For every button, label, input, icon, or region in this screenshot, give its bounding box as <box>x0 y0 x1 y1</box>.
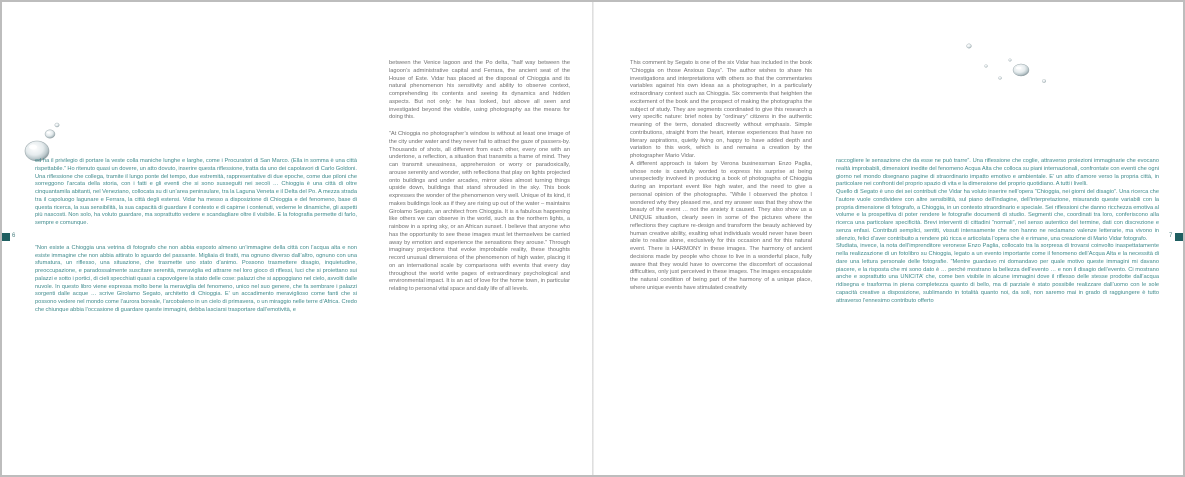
left-column-1 <box>35 158 357 315</box>
page-tab-right <box>1175 233 1183 241</box>
page-tab-left <box>2 233 10 241</box>
paragraph: raccogliere le sensazione che da esse ne può trarre”. Una riflessione che coglie, attraverso proiezioni immaginarie che evocano realtà improbabili, dimensioni inedite del fenomeno Acqua Alta che colloca su piani internazionali, confrontate con eventi che ogni giorno nel mondo disegnano pagine di straordinario impatto emotivo e ambientale. E’ un atto d’amore verso la propria città, in particolare nei confronti del proprio spazio di vita e la dimensione del proprio quotidiano. A tutti i livelli. <box>836 158 1159 188</box>
paragraph: Quello di Segato è uno dei sei contributi che Vidar ha voluto inserire nell’opera “Chioggia, nei giorni del disagio”. Una ricerca che l’autore vuole condividere con altre sensibilità, sul piano dell’indagine, dell’interpretazione, misurando queste variabili con la propria dimensione di fotografo, a Chioggia, in un contesto straordinario e speciale. Sei riflessioni che danno ricchezza emotiva al volume e la prospettiva di poter rendere le fotografie documenti di studio. Segmenti che, coordinati tra loro, conferiscono alla ricerca una particolare specificità. Brevi interventi di cittadini “normali”, nel senso autentico del termine, dati con discrezione e senza enfasi. Contributi semplici, sentiti, vissuti intensamente che non hanno ne reclamano valenze letterarie, ma vivono in silenzio, felici d’aver contribuito a rendere più ricca e articolata l’opera che è e rimane, una creazione di Mario Vidar fotografo. <box>836 189 1159 242</box>
left-column-2 <box>389 60 570 294</box>
paragraph: This comment by Segato is one of the six Vidar has included in the book “Chioggia on those Anxious Days”. The author wishes to share his investigations and interpretations with others so that the commentaries variables against his own ideas as a photographer, in a particularly extraordinary context such as Chioggia. Six comments that heighten the excitement of the book and the prospect of making the photographs the subject of study. They are segments coordinated to give this research a very specific nature: brief notes by “ordinary” citizens in the authentic meaning of the term, donated discreetly without emphasis. Simple contributions, straight from the heart, intense experiences that have no literary aspirations, quietly living on, happy to have added depth and variation to this work, which is and remains a creation by the photographer Mario Vidar. <box>630 60 812 159</box>
page-number-right: 7 <box>1169 233 1173 239</box>
right-column-1 <box>630 60 812 293</box>
page-number-left: 6 <box>12 233 16 239</box>
paragraph: “Non esiste a Chioggia una vetrina di fotografo che non abbia esposto almeno un’immagine della città con l’acqua alta e non esiste immagine che non abbia attirato lo sguardo del passante. Migliaia di tiratti, ma ognuno diverso dall’altro, ognuno con una sfumatura, un riflesso, una situazione, che trasmette uno stato d’animo. Possono trasmettere disagio, inquietudine, preoccupazione, e paradossalmente suscitare serenità, meraviglia ed attrarre nel loro gioco di riflessi, luci che si proiettano sui palazzi e sotto i portici, di cieli specchiati quasi a capovolgere la stato delle cose: palazzi che si appoggiano nel cielo, avvolti dalle nuvole. In questo libro viene espressa molto bene la meraviglia del fenomeno, unico nel suo genere, che fa sembrare i palazzi sorgenti dalle acque … scrive Girolamo Segato, architetto di Chioggia. E’ un accadimento meraviglioso come fanti che si possono vedere nel mondo come l’aurora boreale, l’arcobaleno in un cielo di primavera, o un miraggio nelle terre d’Africa. Credo che chiunque abbia l’occasione di guardare queste immagini, debba lasciarsi trasportare dall’emotività, e <box>35 244 357 313</box>
left-page <box>2 2 592 475</box>
water-drops-icon <box>964 38 1054 88</box>
right-page <box>594 2 1183 475</box>
right-column-2 <box>836 158 1159 305</box>
paragraph: “At Chioggia no photographer’s window is without at least one image of the city under water and they never fail to attract the gaze of passers-by. Thousands of shots, all different from each other, every one with an undertone, a reflection, a situation that transmits a frame of mind. They can transmit uneasiness, apprehension or worry or paradoxically, arouse serenity and wonder, with reflections that play on lights projected onto buildings and under arcades, mirror skies almost turning things upside down, buildings that stand shrouded in the sky. This book expresses the wonder of the phenomenon very well. Unique of its kind, it makes buildings look as if they are rising up out of the water – maintains Girolamo Segato, an architect from Chioggia. It is a fabulous happening like others we can observe in the world, such as the northern lights, a rainbow in a spring sky, or an African sunset. I believe that anyone who has the opportunity to see these images must let themselves be carried away by emotion and experience the sensations they arouse.” Through imaginary projections that evoke improbable reality, these thoughts record unusual dimensions of the phenomenon of high water, placing it on an international scale by comparisons with events that every day throughout the world write pages of extraordinary psychological and environmental impact. It is an act of love for the home town, in particular relating to personal vital space and daily life of all levels. <box>389 131 570 292</box>
paragraph: Sfudiata, invece, la nota dell’imprenditore veronese Enzo Paglia, collocato tra la sorpresa di trovarsi coinvolto inaspettatamente nella realizzazione di un fotolibro su Chioggia, legato a un evento importante come il fenomeno dell’Acqua Alta e la necessità di dare una lettura personale delle fotografie. “Mentre guardavo mi domandavo per quale motivo queste immagini mi davano piacere, e la risposta che mi sono dato è … perché mostrano la bellezza dell’evento … e non il disagio dell’evento. Ci mostrano anche e soprattutto una UNICITA’ che, come ben visibile in alcune immagini dove il riflesso delle stesse prodotte dall’acqua ridisegna e trasforma in piena completezza quanto di bello, ma di parziale è stato possibile realizzare dall’uomo con le sole capacità creative a disposizione, sublimando in totalità quanto noi, da soli, non saremo mai in grado di raggiungere è tutto attraverso l’ennesimo contributo offerto <box>836 243 1159 304</box>
paragraph: A different approach is taken by Verona businessman Enzo Paglia, whose note is carefully worded to express his surprise at being unexpectedly involved in producing a book of photographs of Chioggia during an important event like high water, and the need to give a personal opinion of the photographs. “While I observed the photos I wondered why they pleased me, and my answer was that they show the beauty of the event … not the anxiety it caused. They also show us a UNIQUE situation, clearly seen in some of the pictures where the reflections they capture re-design and transform the beauty achieved by human creative ability, exalting what individuals would never have been able to realise alone, exclusively for this occasion and for this natural event. There is HARMONY in these images. The harmony of ancient decisions made by people who chose to live in a wonderful place, fully aware that they would have to overcome the discomfort of occasional difficulties, only just perceived in these images. The images encapsulate the natural condition of being part of the harmony of a unique place, where unique events have stimulated creativity <box>630 160 812 291</box>
paragraph: between the Venice lagoon and the Po delta, “half way between the lagoon’s administrative capital and Ferrara, the ancient seat of the House of Este. Vidar has placed at the disposal of Chioggia and its natural phenomenon his sensitivity and ability to observe context, comprehending its contents and seeing its dynamics and hidden aspects. But not only: he has looked, but above all seen and investigated beyond the visible, using photography as the means for doing this. <box>389 60 570 121</box>
paragraph: ed ha il privilegio di portare la veste colla maniche lunghe e larghe, come i Procuratori di San Marco. (Ella in somma è una città rispettabile.” Ho ritenuto quasi un dovere, un atto dovuto, inserire questa riflessione, tratta da uno dei capolavori di Carlo Goldoni. Una riflessione che collega, tramite il lungo ponte del tempo, due estremità, rappresentative di due epoche, come due piloni che sorreggono l’arcata della storia, con i fatti e gli eventi che si sono susseguiti nei secoli … Chioggia è una città di oltre cinquantamila abitanti, nel Veneziano, collocata su di un’area peninsulare, tra la Laguna Veneta e il Delta del Po. A mezza strada tra il capoluogo lagunare e Ferrara, la città degli estensi. Vidar ha messo a disposizione di Chioggia e del fenomeno, base di questa ricerca, la sua sensibilità, la sua capacità di guardare il contesto e di capirne i contenuti, vederne le dinamiche, gli aspetti più nascosti. Non solo, ha voluto guardare, ma soprattutto vedere e scandagliare oltre il visibile. E la fotografia permette di farlo, sempre e comunque. <box>35 158 357 226</box>
